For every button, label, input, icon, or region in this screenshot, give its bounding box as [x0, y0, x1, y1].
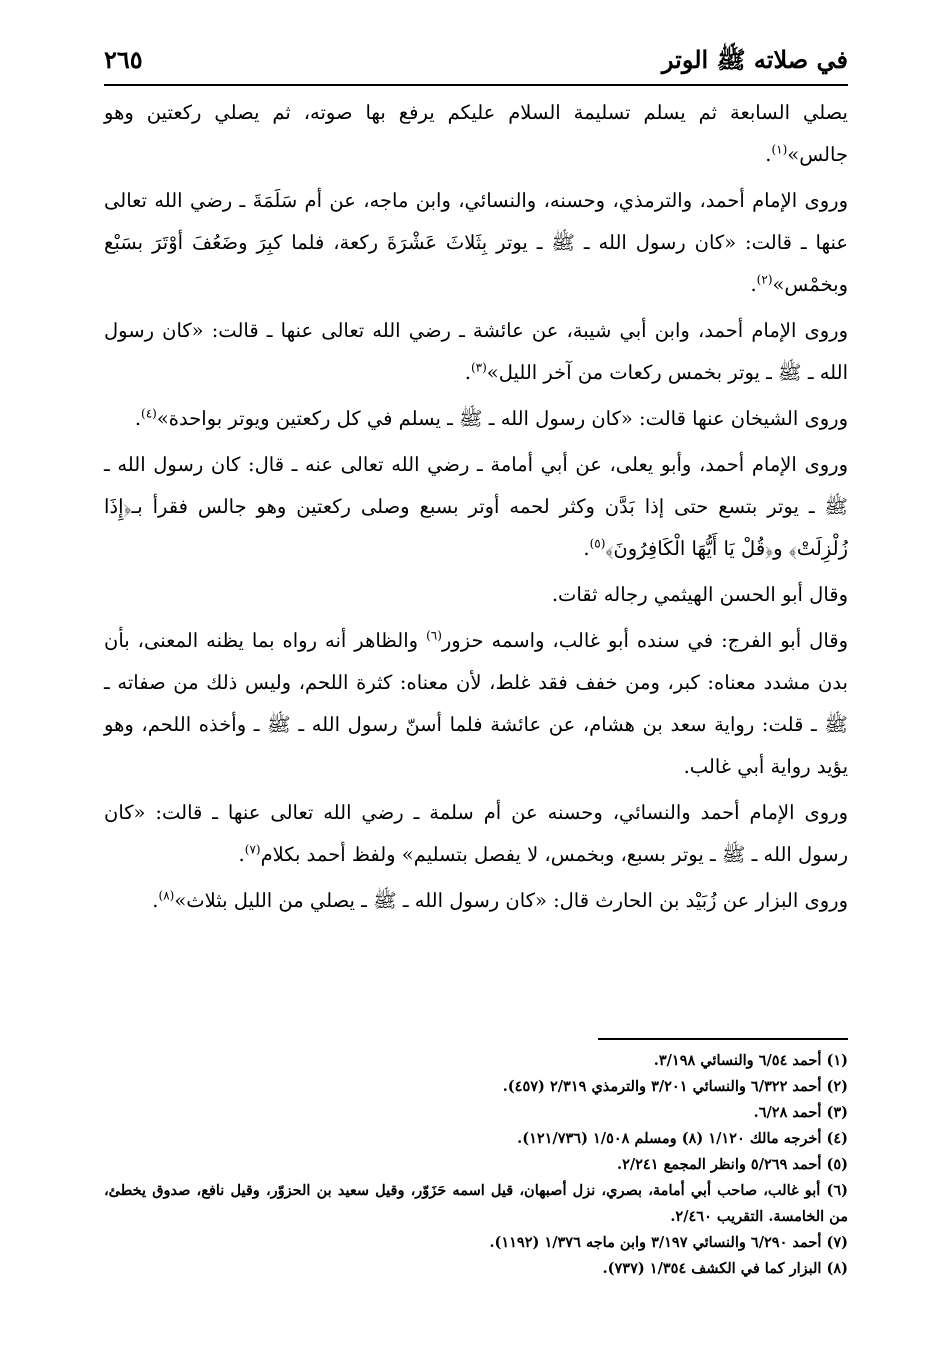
main-text [104, 92, 848, 926]
running-header [104, 40, 848, 80]
footnote-marker: (٥) [589, 536, 606, 551]
paragraph: وقال أبو الفرج: في سنده أبو غالب، واسمه حزور$^{(٦)}$ والظاهر أنه رواه بما يظنه المعنى، بأن بدن مشدد معناه: كبر، ومن خفف فقد غلط، لأن معناه: كثرة اللحم، وليس ذلك من صفاته ـ ﷺ ـ قلت: رواية سعد بن هشام، عن عائشة فلما أسنّ رسول الله ـ ﷺ ـ وأخذه اللحم، وهو يؤيد رواية أبي غالب. [104, 628, 848, 778]
header-rule [104, 84, 848, 86]
footnote-marker: (٢) [756, 272, 773, 287]
footnote: (٧) أحمد ٦/٢٩٠ والنسائي ٣/١٩٧ وابن ماجه ١/٣٧٦ (١١٩٢). [489, 1234, 848, 1251]
footnote: (٦) أبو غالب، صاحب أبي أمامة، بصري، نزل أصبهان، قيل اسمه حَزَوّر، وقيل سعيد بن الحزوّر، وقيل نافع، صدوق يخطئ، من الخامسة. التقريب ٢/٤٦٠. [104, 1182, 848, 1225]
paragraph: وروى الإمام أحمد والنسائي، وحسنه عن أم سلمة ـ رضي الله تعالى عنها ـ قالت: «كان رسول الله ـ ﷺ ـ يوتر بسبع، وبخمس، لا يفصل بتسليم» ولفظ أحمد بكلام$^{(٧)}$. [104, 801, 848, 866]
footnote-marker: (١) [771, 142, 788, 157]
paragraph: وروى البزار عن زُبَيْد بن الحارث قال: «كان رسول الله ـ ﷺ ـ يصلي من الليل بثلاث»$^{(٨)}$. [152, 888, 848, 912]
running-title: في صلاته ﷺ الوتر [661, 45, 848, 74]
paragraph: يصلي السابعة ثم يسلم تسليمة السلام عليكم يرفع بها صوته، ثم يصلي ركعتين وهو جالس»$^{(١)}$. [104, 101, 848, 166]
footnote-marker: (٧) [244, 842, 261, 857]
footnote: (٢) أحمد ٦/٣٢٢ والنسائي ٣/٢٠١ والترمذي ٢/٣١٩ (٤٥٧). [502, 1078, 848, 1095]
footnote-marker: (٤) [141, 406, 157, 421]
footnote-marker: (٦) [426, 628, 442, 643]
footnotes [104, 1048, 848, 1282]
footnote: (٣) أحمد ٦/٢٨. [753, 1104, 848, 1121]
footnote-separator [598, 1038, 848, 1040]
footnote-marker: (٣) [470, 360, 487, 375]
footnote: (٨) البزار كما في الكشف ١/٣٥٤ (٧٣٧). [602, 1260, 848, 1277]
footnote: (٤) أخرجه مالك ١/١٢٠ (٨) ومسلم ١/٥٠٨ (١٢١/٧٣٦). [517, 1130, 848, 1147]
footnote: (١) أحمد ٦/٥٤ والنسائي ٣/١٩٨. [653, 1052, 848, 1069]
paragraph: وروى الإمام أحمد، وأبو يعلى، عن أبي أمامة ـ رضي الله تعالى عنه ـ قال: كان رسول الله ـ ﷺ ـ يوتر بتسع حتى إذا بَدَّن وكثر لحمه أوتر بسبع وصلى ركعتين وهو جالس فقرأ بـ﴿إِذَا زُلْزِلَتْ﴾ و﴿قُلْ يَا أَيُّهَا الْكَافِرُونَ﴾$^{(٥)}$. [104, 453, 848, 560]
page-number: ٢٦٥ [104, 45, 143, 74]
paragraph: وروى الإمام أحمد، وابن أبي شيبة، عن عائشة ـ رضي الله تعالى عنها ـ قالت: «كان رسول الله ـ ﷺ ـ يوتر بخمس ركعات من آخر الليل»$^{(٣)}$. [104, 319, 848, 384]
footnote: (٥) أحمد ٥/٢٦٩ وانظر المجمع ٢/٢٤١. [617, 1156, 848, 1173]
paragraph: وروى الشيخان عنها قالت: «كان رسول الله ـ ﷺ ـ يسلم في كل ركعتين ويوتر بواحدة»$^{(٤)}$. [134, 406, 848, 430]
paragraph: وروى الإمام أحمد، والترمذي، وحسنه، والنسائي، وابن ماجه، عن أم سَلَمَةَ ـ رضي الله تعالى عنها ـ قالت: «كان رسول الله ـ ﷺ ـ يوتر بِثَلاثَ عَشْرَةَ ركعة، فلما كبِرَ وضَعُفَ أوْتَرَ بسَبْع وبخمْس»$^{(٢)}$. [104, 189, 848, 296]
footnote-marker: (٨) [158, 888, 175, 903]
paragraph: وقال أبو الحسن الهيثمي رجاله ثقات. [551, 583, 848, 606]
